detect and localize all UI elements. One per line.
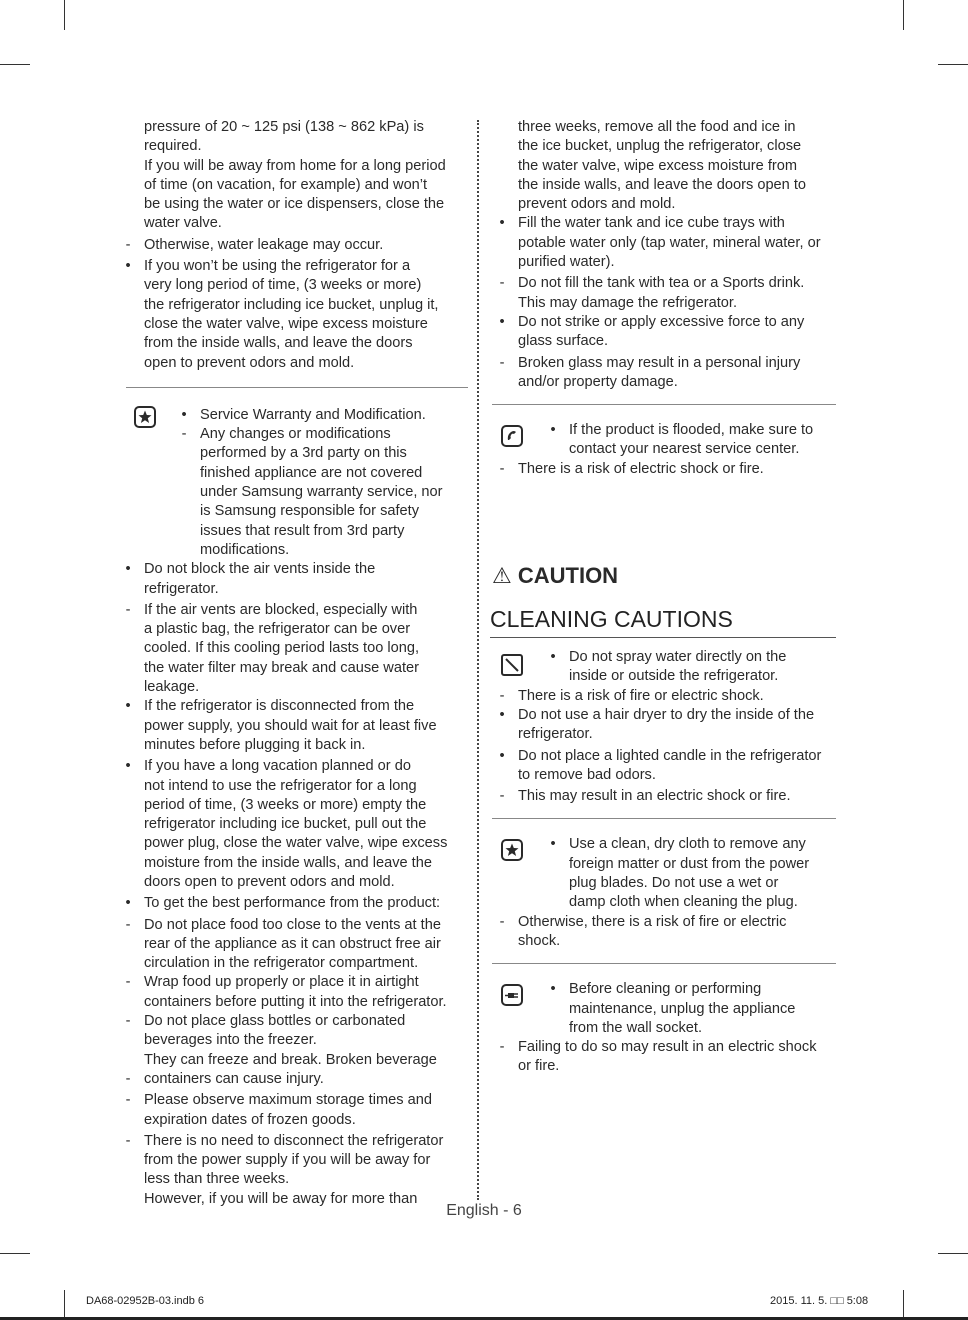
line-text: Broken glass may result in a personal injury: [518, 354, 801, 371]
line-text: is Samsung responsible for safety: [200, 503, 420, 520]
text-line: [486, 195, 836, 214]
dash-item: [112, 236, 468, 255]
text-line: [486, 373, 836, 392]
bullet-item: [486, 706, 836, 725]
line-text: from the inside walls, and leave the doors: [144, 335, 413, 352]
list-marker: •: [550, 836, 556, 853]
line-text: from the wall socket.: [569, 1019, 703, 1036]
bullet-item: [112, 894, 468, 913]
list-marker: -: [125, 1132, 131, 1149]
section-title: CLEANING CAUTIONS: [490, 606, 733, 633]
line-text: a plastic bag, the refrigerator can be over: [144, 621, 411, 638]
line-text: to remove bad odors.: [518, 766, 656, 783]
text-line: [112, 502, 468, 521]
crop-mark: [64, 1290, 65, 1320]
right-top-text: [486, 118, 836, 392]
text-line: [112, 214, 468, 233]
line-text: refrigerator including ice bucket, pull out the: [144, 816, 427, 833]
text-line: [486, 1000, 836, 1019]
line-text: beverages into the freezer.: [144, 1032, 317, 1049]
list-marker: •: [125, 561, 131, 578]
line-text: Do not use a hair dryer to dry the inside of the: [518, 706, 815, 723]
crop-mark: [938, 64, 968, 65]
line-text: close the water valve, wipe excess moisture: [144, 315, 428, 332]
line-text: pressure of 20 ~ 125 psi (138 ~ 862 kPa) is: [144, 119, 424, 135]
list-marker: •: [125, 758, 131, 775]
text-line: [112, 954, 468, 973]
dash-item: [112, 601, 468, 620]
line-text: purified water).: [518, 254, 615, 271]
line-text: open to prevent odors and mold.: [144, 354, 355, 371]
dash-item: [112, 1070, 468, 1089]
dash-item: [112, 1091, 468, 1110]
list-marker: •: [125, 895, 131, 912]
text-line: [486, 667, 836, 686]
dash-item: [486, 460, 836, 479]
line-text: circulation in the refrigerator compartment.: [144, 955, 419, 972]
line-text: refrigerator.: [518, 726, 593, 743]
line-text: three weeks, remove all the food and ice in: [518, 119, 796, 135]
list-marker: •: [181, 406, 187, 423]
text-line: [112, 1151, 468, 1170]
section-rule: [490, 637, 836, 638]
right-mid-text: [486, 687, 836, 807]
text-line: [112, 176, 468, 195]
text-line: [486, 1019, 836, 1038]
print-slug-file: DA68-02952B-03.indb 6: [86, 1295, 205, 1307]
dash-item: [486, 1038, 836, 1057]
text-line: [112, 815, 468, 834]
warning-triangle-icon: ⚠: [492, 563, 512, 589]
crop-mark: [0, 1253, 30, 1254]
bullet-item: [112, 757, 468, 776]
text-line: [112, 1170, 468, 1189]
text-line: [112, 580, 468, 599]
bullet-item: [112, 697, 468, 716]
text-line: [112, 1111, 468, 1130]
list-marker: -: [125, 916, 131, 933]
dash-item: [486, 687, 836, 706]
line-text: the water filter may break and cause water: [144, 659, 419, 676]
text-line: [112, 834, 468, 853]
list-marker: -: [499, 1039, 505, 1056]
line-text: refrigerator.: [144, 580, 219, 597]
line-text: Do not place food too close to the vents at the: [144, 916, 441, 933]
text-line: [112, 620, 468, 639]
line-text: of time (on vacation, for example) and won’t: [144, 176, 428, 193]
line-text: If the product is flooded, make sure to: [569, 422, 814, 439]
line-text: Service Warranty and Modification.: [200, 406, 426, 423]
text-line: [486, 440, 836, 459]
line-text: be using the water or ice dispensers, close the: [144, 196, 445, 213]
text-line: [112, 334, 468, 353]
line-text: and/or property damage.: [518, 373, 678, 390]
line-text: Do not place a lighted candle in the refrigerator: [518, 747, 822, 764]
text-line: [112, 796, 468, 815]
text-line: [112, 444, 468, 463]
line-text: Use a clean, dry cloth to remove any: [569, 836, 806, 853]
list-marker: •: [550, 981, 556, 998]
text-line: [486, 118, 836, 137]
dash-item: [486, 787, 836, 806]
list-marker: •: [550, 649, 556, 666]
text-line: [112, 935, 468, 954]
text-line: [486, 332, 836, 351]
line-text: maintenance, unplug the appliance: [569, 1000, 796, 1017]
text-line: [486, 294, 836, 313]
bullet-item: [486, 747, 836, 766]
line-text: the inside walls, and leave the doors open to: [518, 176, 807, 193]
list-marker: •: [499, 215, 505, 232]
text-line: [486, 893, 836, 912]
text-line: [112, 195, 468, 214]
line-text: period of time, (3 weeks or more) empty the: [144, 796, 427, 813]
line-text: finished appliance are not covered: [200, 464, 423, 481]
divider-rule: [126, 387, 468, 388]
line-text: the refrigerator including ice bucket, unplug it,: [144, 296, 439, 313]
text-line: [112, 483, 468, 502]
line-text: minutes before plugging it back in.: [144, 736, 366, 753]
line-text: under Samsung warranty service, nor: [200, 484, 443, 501]
no-spray-note: [486, 648, 836, 687]
text-line: [112, 137, 468, 156]
note-text: [486, 421, 836, 460]
text-line: [112, 464, 468, 483]
line-text: power supply, you should wait for at least five: [144, 717, 437, 734]
dash-item: [112, 973, 468, 992]
text-line: [112, 854, 468, 873]
line-text: required.: [144, 138, 202, 155]
line-text: containers can cause injury.: [144, 1070, 324, 1087]
text-line: [112, 354, 468, 373]
service-warranty-note: [112, 406, 468, 560]
unplug-note: [486, 980, 836, 1038]
text-line: [112, 993, 468, 1012]
page-number: English - 6: [446, 1202, 522, 1219]
text-line: [486, 932, 836, 951]
bullet-item: [486, 214, 836, 233]
line-text: doors open to prevent odors and mold.: [144, 873, 395, 890]
line-text: potable water only (tap water, mineral water, or: [518, 234, 821, 251]
line-text: If you won’t be using the refrigerator for a: [144, 258, 411, 275]
text-line: [112, 717, 468, 736]
line-text: Wrap food up properly or place it in airtight: [144, 974, 419, 991]
line-text: containers before putting it into the refrigerator.: [144, 993, 447, 1010]
text-line: [486, 725, 836, 744]
list-marker: -: [125, 1092, 131, 1109]
list-marker: •: [499, 313, 505, 330]
left-top-text: [112, 118, 468, 373]
text-line: [112, 736, 468, 755]
divider-rule: [492, 963, 836, 964]
line-text: This may damage the refrigerator.: [518, 294, 738, 311]
text-line: [486, 157, 836, 176]
list-marker: •: [550, 422, 556, 439]
line-text: power plug, close the water valve, wipe excess: [144, 835, 448, 852]
line-text: shock.: [518, 932, 561, 949]
line-text: Otherwise, there is a risk of fire or electric: [518, 913, 787, 930]
divider-rule: [492, 404, 836, 405]
bullet-item: [486, 313, 836, 332]
line-text: prevent odors and mold.: [518, 196, 676, 213]
text-line: [112, 1051, 468, 1070]
list-marker: -: [499, 460, 505, 477]
line-text: modifications.: [200, 541, 290, 558]
left-column: [112, 118, 468, 1209]
line-text: Before cleaning or performing: [569, 981, 762, 998]
list-marker: -: [499, 354, 505, 371]
list-marker: -: [125, 236, 131, 253]
dash-item: [112, 1012, 468, 1031]
line-text: from the power supply if you will be away for: [144, 1152, 431, 1169]
note-followup: [486, 460, 836, 479]
line-text: very long period of time, (3 weeks or more): [144, 277, 422, 294]
flooded-note: [486, 421, 836, 460]
text-line: [486, 137, 836, 156]
list-marker: -: [181, 426, 187, 443]
text-line: [486, 234, 836, 253]
line-text: They can freeze and break. Broken beverage: [144, 1051, 437, 1068]
line-text: moisture from the inside walls, and leave the: [144, 854, 432, 871]
line-text: If the air vents are blocked, especially with: [144, 601, 418, 618]
line-text: water valve.: [144, 215, 222, 232]
text-line: [486, 874, 836, 893]
line-text: glass surface.: [518, 333, 609, 350]
line-text: rear of the appliance as it can obstruct free air: [144, 935, 441, 952]
line-text: Failing to do so may result in an electric shock: [518, 1039, 817, 1056]
caution-heading: [492, 563, 836, 589]
text-line: [112, 1031, 468, 1050]
text-line: [112, 157, 468, 176]
line-text: cooled. If this cooling period lasts too long,: [144, 640, 420, 657]
crop-mark: [0, 64, 30, 65]
line-text: damp cloth when cleaning the plug.: [569, 894, 798, 911]
text-line: [486, 855, 836, 874]
list-marker: -: [125, 1013, 131, 1030]
list-marker: -: [125, 974, 131, 991]
print-slug-date: 2015. 11. 5. □□ 5:08: [770, 1295, 869, 1307]
line-text: issues that result from 3rd party: [200, 522, 405, 539]
crop-mark: [64, 0, 65, 30]
list-marker: -: [499, 275, 505, 292]
line-text: Do not strike or apply excessive force to any: [518, 313, 805, 330]
line-text: less than three weeks.: [144, 1171, 290, 1188]
list-marker: -: [125, 1070, 131, 1087]
caution-title: CAUTION: [517, 563, 619, 589]
line-text: However, if you will be away for more than: [144, 1190, 418, 1207]
line-text: leakage.: [144, 679, 200, 696]
line-text: foreign matter or dust from the power: [569, 855, 810, 872]
line-text: If you will be away from home for a long period: [144, 157, 446, 174]
line-text: If the refrigerator is disconnected from the: [144, 698, 415, 715]
note-text: [486, 648, 836, 687]
text-line: [112, 276, 468, 295]
line-text: the ice bucket, unplug the refrigerator, close: [518, 138, 802, 155]
list-marker: -: [499, 687, 505, 704]
line-text: There is a risk of fire or electric shock.: [518, 687, 764, 704]
text-line: [112, 315, 468, 334]
bullet-item: [486, 980, 836, 999]
crop-mark: [938, 1253, 968, 1254]
text-line: [112, 522, 468, 541]
text-line: [112, 678, 468, 697]
text-line: [112, 296, 468, 315]
dash-item: [112, 425, 468, 444]
line-text: There is no need to disconnect the refrigerator: [144, 1132, 444, 1149]
note-followup: [486, 913, 836, 952]
line-text: There is a risk of electric shock or fire.: [518, 460, 764, 477]
line-text: This may result in an electric shock or fire.: [518, 788, 791, 805]
list-marker: •: [499, 747, 505, 764]
bullet-item: [112, 257, 468, 276]
divider-rule: [492, 818, 836, 819]
text-line: [486, 176, 836, 195]
text-line: [486, 1057, 836, 1076]
note-text: [486, 835, 836, 912]
text-line: [112, 639, 468, 658]
line-text: Do not fill the tank with tea or a Sports drink.: [518, 275, 805, 292]
line-text: To get the best performance from the product:: [144, 895, 441, 912]
list-marker: -: [499, 788, 505, 805]
text-line: [486, 253, 836, 272]
crop-mark: [903, 1290, 904, 1320]
list-marker: •: [499, 706, 505, 723]
dash-item: [486, 913, 836, 932]
note-text: [112, 406, 468, 560]
text-line: [486, 766, 836, 785]
line-text: or fire.: [518, 1058, 560, 1075]
list-marker: -: [125, 601, 131, 618]
crop-mark: [903, 0, 904, 30]
note-text: [486, 980, 836, 1038]
line-text: Do not spray water directly on the: [569, 649, 787, 666]
line-text: inside or outside the refrigerator.: [569, 668, 779, 685]
line-text: Any changes or modifications: [200, 426, 391, 443]
list-marker: -: [499, 913, 505, 930]
dash-item: [112, 916, 468, 935]
column-divider: [477, 120, 479, 1200]
line-text: performed by a 3rd party on this: [200, 445, 407, 462]
right-column: [486, 118, 836, 1077]
line-text: Otherwise, water leakage may occur.: [144, 236, 384, 253]
line-text: Please observe maximum storage times and: [144, 1092, 432, 1109]
line-text: Do not block the air vents inside the: [144, 561, 376, 578]
dry-cloth-note: [486, 835, 836, 912]
text-line: [112, 659, 468, 678]
text-line: [112, 541, 468, 560]
dash-item: [486, 354, 836, 373]
text-line: [112, 777, 468, 796]
text-line: [112, 873, 468, 892]
text-line: [112, 118, 468, 137]
bullet-item: [112, 560, 468, 579]
bullet-item: [486, 835, 836, 854]
line-text: Fill the water tank and ice cube trays with: [518, 215, 785, 232]
line-text: plug blades. Do not use a wet or: [569, 875, 779, 892]
line-text: contact your nearest service center.: [569, 441, 800, 458]
bullet-item: [486, 648, 836, 667]
note-followup: [486, 1038, 836, 1077]
line-text: expiration dates of frozen goods.: [144, 1111, 356, 1128]
line-text: not intend to use the refrigerator for a long: [144, 777, 417, 794]
left-bottom-text: [112, 560, 468, 1209]
bullet-item: [486, 421, 836, 440]
line-text: Do not place glass bottles or carbonated: [144, 1013, 406, 1030]
line-text: the water valve, wipe excess moisture from: [518, 157, 798, 174]
line-text: If you have a long vacation planned or do: [144, 758, 411, 775]
list-marker: •: [125, 698, 131, 715]
dash-item: [112, 1132, 468, 1151]
bullet-item: [112, 406, 468, 425]
dash-item: [486, 274, 836, 293]
list-marker: •: [125, 258, 131, 275]
